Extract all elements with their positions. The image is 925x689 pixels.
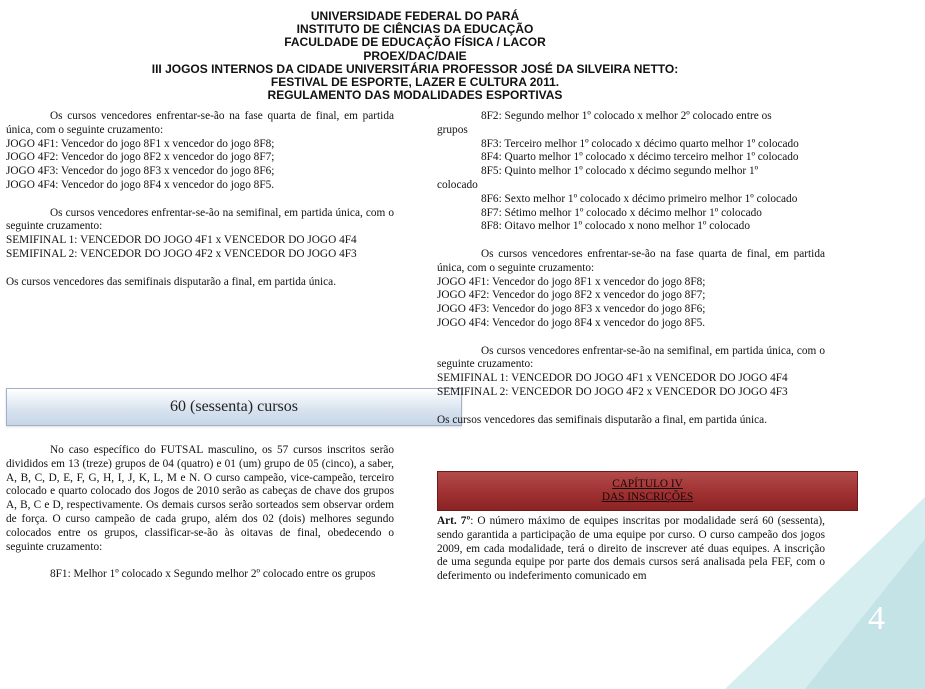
right-semifinal-game-2: SEMIFINAL 2: VENCEDOR DO JOGO 4F2 x VENCEDOR DO JOGO 4F3 — [437, 385, 788, 398]
article-label: Art. 7º — [437, 515, 471, 527]
semifinal-intro: Os cursos vencedores enfrentar-se-ão na semifinal, em partida única, com o seguinte cruzamento: — [6, 206, 394, 233]
futsal-first-match: 8F1: Melhor 1º colocado x Segundo melhor 2º colocado entre os grupos — [50, 568, 376, 581]
right-quarter-game-2: JOGO 4F2: Vencedor do jogo 8F2 x vencedor do jogo 8F7; — [437, 289, 706, 302]
header-line-faculty: FACULDADE DE EDUCAÇÃO FÍSICA / LACOR — [284, 35, 546, 50]
futsal-paragraph: No caso específico do FUTSAL masculino, os 57 cursos inscritos serão divididos em 13 (treze) grupos de 04 (quatro) e 01 (um) grupo de 05 (cinco), a saber, A, B, C, D, E, F, G, H, I, J, K, L, M e N. O curso campeão, vice-campeão, terceiro colocado e quarto colocado dos Jogos de 2010 serão as cabeças de chave dos grupos A, B, C e D, respectivamente. Os demais cursos serão sorteados sem observar ordem de força. O curso campeão de cada grupo, além dos 02 (dois) melhores segundo colocados entre os grupos, classificar-se-ão às oitavas de final, obedecendo o seguinte cruzamento: — [6, 444, 394, 553]
left-column — [6, 110, 394, 289]
right-semifinal-intro: Os cursos vencedores enfrentar-se-ão na semifinal, em partida única, com o seguinte cruzamento: — [437, 344, 825, 371]
eighth-game-2-rest: grupos — [437, 123, 468, 136]
eighth-game-6: 8F6: Sexto melhor 1º colocado x décimo primeiro melhor 1º colocado — [481, 192, 798, 205]
quarter-final-intro: Os cursos vencedores enfrentar-se-ão na fase quarta de final, em partida única, com o seguinte cruzamento: — [6, 110, 394, 136]
header-line-proex: PROEX/DAC/DAIE — [363, 48, 467, 63]
eighth-game-7: 8F7: Sétimo melhor 1º colocado x décimo melhor 1º colocado — [481, 206, 762, 219]
chapter-subtitle: DAS INSCRIÇÕES — [601, 491, 694, 503]
article-text: : O número máximo de equipes inscritas por modalidade será 60 (sessenta), sendo garantida a participação de uma equipe por curso. O curso campeão dos jogos 2009, em cada modalidade, terá o direito de inscrever até duas equipes. A inscrição de uma segunda equipe por parte dos demais cursos será analisada pela FEF, com o deferimento ou indeferimento comunicado em — [437, 515, 825, 583]
eighth-game-3: 8F3: Terceiro melhor 1º colocado x décimo quarto melhor 1º colocado — [481, 137, 799, 150]
eighth-game-5-first: 8F5: Quinto melhor 1º colocado x décimo segundo melhor 1º — [481, 165, 759, 178]
header-line-institute: INSTITUTO DE CIÊNCIAS DA EDUCAÇÃO — [296, 22, 534, 37]
right-quarter-final-intro: Os cursos vencedores enfrentar-se-ão na fase quarta de final, em partida única, com o seguinte cruzamento: — [437, 247, 825, 274]
quarter-game-2: JOGO 4F2: Vencedor do jogo 8F2 x vencedor do jogo 8F7; — [6, 151, 275, 164]
eighth-game-2-first: 8F2: Segundo melhor 1º colocado x melhor 2º colocado entre os — [481, 110, 772, 122]
right-final-text: Os cursos vencedores das semifinais disputarão a final, em partida única. — [437, 413, 768, 426]
page-number: 4 — [868, 600, 885, 637]
final-text: Os cursos vencedores das semifinais disputarão a final, em partida única. — [6, 275, 337, 288]
header-line-regulation: REGULAMENTO DAS MODALIDADES ESPORTIVAS — [267, 88, 563, 103]
corner-decoration-inner — [805, 539, 925, 689]
eighth-game-4: 8F4: Quarto melhor 1º colocado x décimo terceiro melhor 1º colocado — [481, 151, 799, 164]
header-line-festival: FESTIVAL DE ESPORTE, LAZER E CULTURA 2011. — [270, 75, 560, 90]
right-quarter-game-4: JOGO 4F4: Vencedor do jogo 8F4 x vencedor do jogo 8F5. — [437, 316, 706, 329]
eighth-game-5-rest: colocado — [437, 178, 478, 191]
courses-count-banner — [6, 388, 462, 426]
chapter-title: CAPÍTULO IV — [612, 477, 683, 490]
right-column — [437, 110, 825, 427]
quarter-game-3: JOGO 4F3: Vencedor do jogo 8F3 x vencedor do jogo 8F6; — [6, 165, 275, 178]
quarter-game-1: JOGO 4F1: Vencedor do jogo 8F1 x vencedor do jogo 8F8; — [6, 137, 275, 150]
header-line-university: UNIVERSIDADE FEDERAL DO PARÁ — [310, 9, 520, 23]
header-line-games: III JOGOS INTERNOS DA CIDADE UNIVERSITÁRIA PROFESSOR JOSÉ DA SILVEIRA NETTO: — [151, 61, 679, 76]
courses-count-label: 60 (sessenta) cursos — [170, 398, 298, 415]
semifinal-game-1: SEMIFINAL 1: VENCEDOR DO JOGO 4F1 x VENCEDOR DO JOGO 4F4 — [6, 234, 357, 247]
eighth-game-8: 8F8: Oitavo melhor 1º colocado x nono melhor 1º colocado — [481, 220, 750, 233]
document-header — [0, 10, 830, 102]
right-quarter-game-1: JOGO 4F1: Vencedor do jogo 8F1 x vencedor do jogo 8F8; — [437, 275, 706, 288]
futsal-section — [6, 444, 394, 582]
quarter-game-4: JOGO 4F4: Vencedor do jogo 8F4 x vencedor do jogo 8F5. — [6, 178, 275, 191]
right-semifinal-game-1: SEMIFINAL 1: VENCEDOR DO JOGO 4F1 x VENCEDOR DO JOGO 4F4 — [437, 372, 788, 385]
semifinal-game-2: SEMIFINAL 2: VENCEDOR DO JOGO 4F2 x VENCEDOR DO JOGO 4F3 — [6, 247, 357, 260]
right-quarter-game-3: JOGO 4F3: Vencedor do jogo 8F3 x vencedor do jogo 8F6; — [437, 303, 706, 316]
